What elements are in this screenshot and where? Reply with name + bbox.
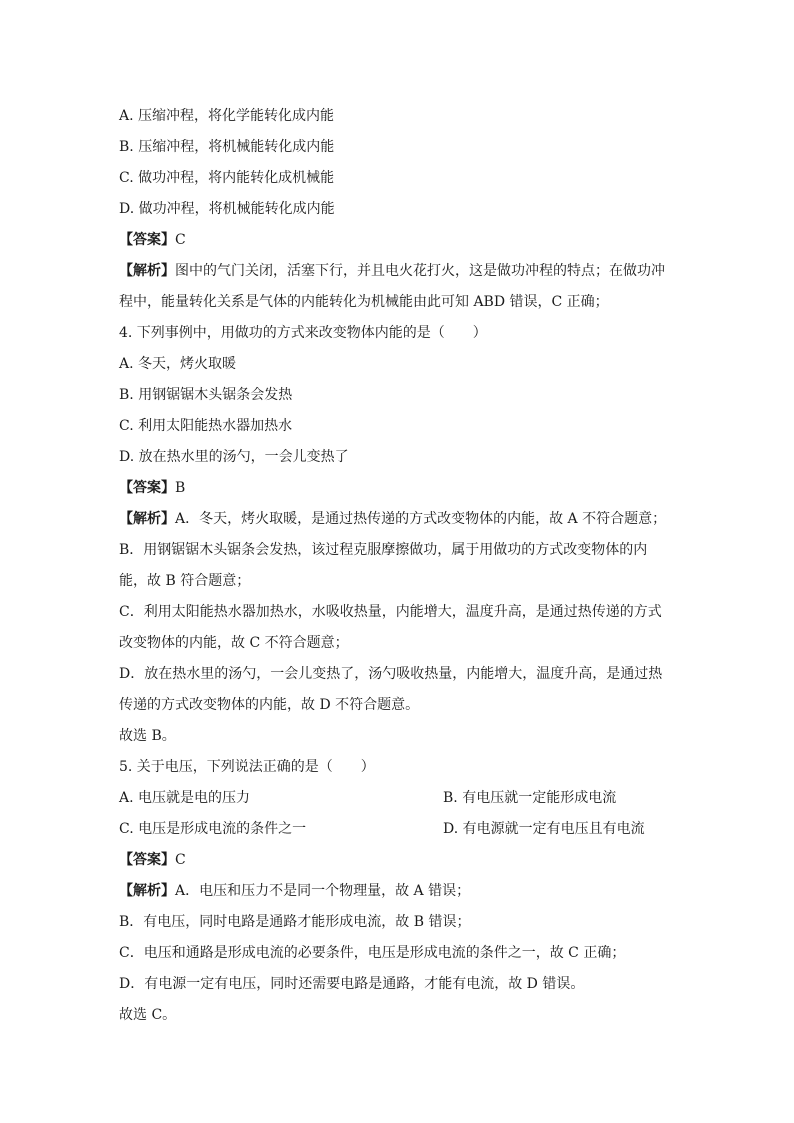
q3-option-a: A. 压缩冲程，将化学能转化成内能: [119, 108, 335, 124]
q5-analysis-line-2: B．有电压，同时电路是通路才能形成电流，故 B 错误；: [119, 914, 471, 930]
analysis-text: A．电压和压力不是同一个物理量，故 A 错误；: [175, 883, 471, 899]
q4-analysis-line-6: D．放在热水里的汤勺，一会儿变热了，汤勺吸收热量，内能增大，温度升高，是通过热: [119, 666, 663, 682]
answer-value: C: [175, 852, 186, 868]
q3-option-b: B. 压缩冲程，将机械能转化成内能: [119, 139, 335, 155]
q5-option-c: C. 电压是形成电流的条件之一: [119, 821, 307, 837]
q5-stem: 5. 关于电压，下列说法正确的是（ ）: [119, 759, 375, 775]
document-page: [119, 101, 679, 1031]
analysis-tag: 【解析】: [119, 511, 175, 527]
q4-analysis-line-2: B．用钢锯锯木头锯条会发热，该过程克服摩擦做功，属于用做功的方式改变物体的内: [119, 542, 648, 558]
answer-tag: 【答案】: [119, 480, 175, 496]
answer-value: B: [175, 480, 186, 496]
q4-option-a: A. 冬天，烤火取暖: [119, 356, 237, 372]
q4-analysis-line-4: C．利用太阳能热水器加热水，水吸收热量，内能增大，温度升高，是通过热传递的方式: [119, 604, 662, 620]
q5-answer: [119, 845, 679, 876]
q4-analysis-line-3: 能，故 B 符合题意；: [119, 573, 251, 589]
q5-analysis-line-3: C．电压和通路是形成电流的必要条件，电压是形成电流的条件之一，故 C 正确；: [119, 945, 626, 961]
q5-options-row-2: [119, 814, 679, 845]
q4-option-d: D. 放在热水里的汤勺，一会儿变热了: [119, 449, 349, 465]
q5-analysis-line-1: [119, 876, 679, 907]
answer-tag: 【答案】: [119, 232, 175, 248]
q5-conclusion: 故选 C。: [119, 1007, 177, 1023]
q3-analysis-line-1: [119, 256, 679, 287]
q5-option-a: A. 电压就是电的压力: [119, 790, 251, 806]
q3-answer: [119, 225, 679, 256]
q5-analysis-line-4: D．有电源一定有电压，同时还需要电路是通路，才能有电流，故 D 错误。: [119, 976, 585, 992]
answer-value: C: [175, 232, 186, 248]
q4-conclusion: 故选 B。: [119, 728, 176, 744]
answer-tag: 【答案】: [119, 852, 175, 868]
q5-option-b: B. 有电压就一定能形成电流: [443, 790, 617, 806]
analysis-tag: 【解析】: [119, 263, 175, 279]
analysis-text: 图中的气门关闭，活塞下行，并且电火花打火，这是做功冲程的特点；在做功冲: [175, 263, 665, 279]
q4-answer: [119, 473, 679, 504]
q3-analysis-line-2: 程中，能量转化关系是气体的内能转化为机械能由此可知 ABD 错误，C 正确；: [119, 294, 609, 310]
q4-analysis-line-7: 传递的方式改变物体的内能，故 D 不符合题意。: [119, 697, 420, 713]
analysis-text: A．冬天，烤火取暖，是通过热传递的方式改变物体的内能，故 A 不符合题意；: [175, 511, 667, 527]
q5-options-row-1: [119, 783, 679, 814]
analysis-tag: 【解析】: [119, 883, 175, 899]
q4-stem: 4. 下列事例中，用做功的方式来改变物体内能的是（ ）: [119, 325, 487, 341]
q4-option-c: C. 利用太阳能热水器加热水: [119, 418, 293, 434]
q4-option-b: B. 用钢锯锯木头锯条会发热: [119, 387, 293, 403]
q3-option-d: D. 做功冲程，将机械能转化成内能: [119, 201, 335, 217]
q5-option-d: D. 有电源就一定有电压且有电流: [443, 821, 645, 837]
q3-option-c: C. 做功冲程，将内能转化成机械能: [119, 170, 335, 186]
q4-analysis-line-1: [119, 504, 679, 535]
q4-analysis-line-5: 改变物体的内能，故 C 不符合题意；: [119, 635, 349, 651]
